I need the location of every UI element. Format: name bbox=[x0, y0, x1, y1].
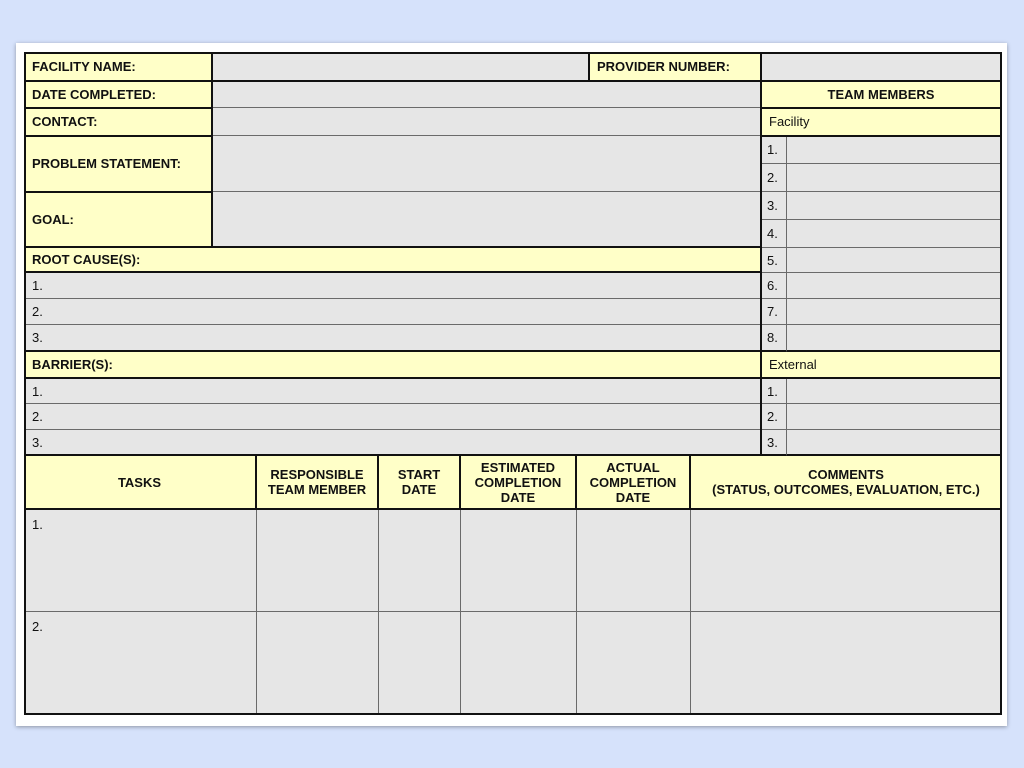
tasks-header: TASKS bbox=[24, 456, 257, 510]
external-member-field[interactable] bbox=[787, 404, 1002, 430]
team-members-heading: TEAM MEMBERS bbox=[761, 81, 1002, 108]
comments-header bbox=[691, 456, 1002, 510]
divider bbox=[761, 107, 1002, 109]
facility-member-field[interactable] bbox=[787, 192, 1002, 220]
header-line: TEAM MEMBER bbox=[267, 482, 367, 497]
facility-team-label: Facility bbox=[761, 108, 1002, 136]
header-line: ACTUAL bbox=[606, 459, 660, 475]
problem-statement-field[interactable] bbox=[212, 136, 761, 192]
problem-statement-label: PROBLEM STATEMENT: bbox=[24, 136, 212, 192]
header-line: (STATUS, OUTCOMES, EVALUATION, ETC.) bbox=[712, 482, 980, 497]
facility-member-number: 1. bbox=[761, 136, 787, 164]
header-line: DATE bbox=[615, 489, 651, 505]
provider-number-label: PROVIDER NUMBER: bbox=[589, 52, 761, 81]
start-date-cell[interactable] bbox=[379, 612, 461, 715]
header-line: START bbox=[397, 467, 441, 482]
responsible-team-member-header bbox=[257, 456, 379, 510]
provider-number-field[interactable] bbox=[761, 52, 1002, 81]
root-causes-label: ROOT CAUSE(S): bbox=[24, 248, 761, 273]
facility-member-field[interactable] bbox=[787, 325, 1002, 352]
header-line: DATE bbox=[401, 482, 437, 497]
contact-field[interactable] bbox=[212, 108, 761, 136]
estimated-completion-date-header bbox=[461, 456, 577, 510]
facility-member-field[interactable] bbox=[787, 248, 1002, 273]
external-member-number: 1. bbox=[761, 379, 787, 404]
actual-completion-cell[interactable] bbox=[577, 510, 691, 612]
contact-label: CONTACT: bbox=[24, 108, 212, 136]
external-member-field[interactable] bbox=[787, 379, 1002, 404]
external-member-number: 3. bbox=[761, 430, 787, 456]
root-cause-row[interactable]: 3. bbox=[24, 325, 761, 352]
facility-member-number: 7. bbox=[761, 299, 787, 325]
date-completed-field[interactable] bbox=[212, 81, 761, 108]
facility-member-field[interactable] bbox=[787, 299, 1002, 325]
facility-member-number: 8. bbox=[761, 325, 787, 352]
date-completed-label: DATE COMPLETED: bbox=[24, 81, 212, 108]
header-line: COMPLETION bbox=[474, 474, 562, 490]
facility-member-number: 2. bbox=[761, 164, 787, 192]
task-cell[interactable]: 1. bbox=[24, 510, 257, 612]
barrier-row[interactable]: 2. bbox=[24, 404, 761, 430]
divider bbox=[24, 135, 212, 137]
barrier-row[interactable]: 1. bbox=[24, 379, 761, 404]
estimated-completion-cell[interactable] bbox=[461, 510, 577, 612]
header-line: ESTIMATED bbox=[480, 459, 556, 475]
external-member-number: 2. bbox=[761, 404, 787, 430]
actual-completion-cell[interactable] bbox=[577, 612, 691, 715]
header-line: RESPONSIBLE bbox=[270, 467, 364, 482]
comments-cell[interactable] bbox=[691, 612, 1002, 715]
external-team-label: External bbox=[761, 352, 1002, 379]
facility-member-number: 4. bbox=[761, 220, 787, 248]
divider bbox=[588, 52, 590, 81]
facility-name-label: FACILITY NAME: bbox=[24, 52, 212, 81]
task-cell[interactable]: 2. bbox=[24, 612, 257, 715]
barrier-row[interactable]: 3. bbox=[24, 430, 761, 456]
divider bbox=[761, 135, 1002, 137]
facility-member-field[interactable] bbox=[787, 164, 1002, 192]
header-line: COMPLETION bbox=[589, 474, 677, 490]
divider bbox=[24, 191, 212, 193]
start-date-cell[interactable] bbox=[379, 510, 461, 612]
facility-member-number: 5. bbox=[761, 248, 787, 273]
goal-label: GOAL: bbox=[24, 192, 212, 248]
facility-name-field[interactable] bbox=[212, 52, 589, 81]
responsible-member-cell[interactable] bbox=[257, 612, 379, 715]
facility-member-number: 3. bbox=[761, 192, 787, 220]
estimated-completion-cell[interactable] bbox=[461, 612, 577, 715]
start-date-header bbox=[379, 456, 461, 510]
header-line: COMMENTS bbox=[808, 467, 884, 482]
facility-member-field[interactable] bbox=[787, 273, 1002, 299]
root-cause-row[interactable]: 1. bbox=[24, 273, 761, 299]
divider bbox=[24, 80, 1002, 82]
actual-completion-date-header bbox=[577, 456, 691, 510]
divider bbox=[24, 107, 212, 109]
root-cause-row[interactable]: 2. bbox=[24, 299, 761, 325]
barriers-label: BARRIER(S): bbox=[24, 352, 761, 379]
facility-member-field[interactable] bbox=[787, 136, 1002, 164]
responsible-member-cell[interactable] bbox=[257, 510, 379, 612]
header-line: DATE bbox=[500, 489, 536, 505]
comments-cell[interactable] bbox=[691, 510, 1002, 612]
divider bbox=[760, 52, 762, 456]
goal-field[interactable] bbox=[212, 192, 761, 248]
facility-member-number: 6. bbox=[761, 273, 787, 299]
external-member-field[interactable] bbox=[787, 430, 1002, 456]
facility-member-field[interactable] bbox=[787, 220, 1002, 248]
